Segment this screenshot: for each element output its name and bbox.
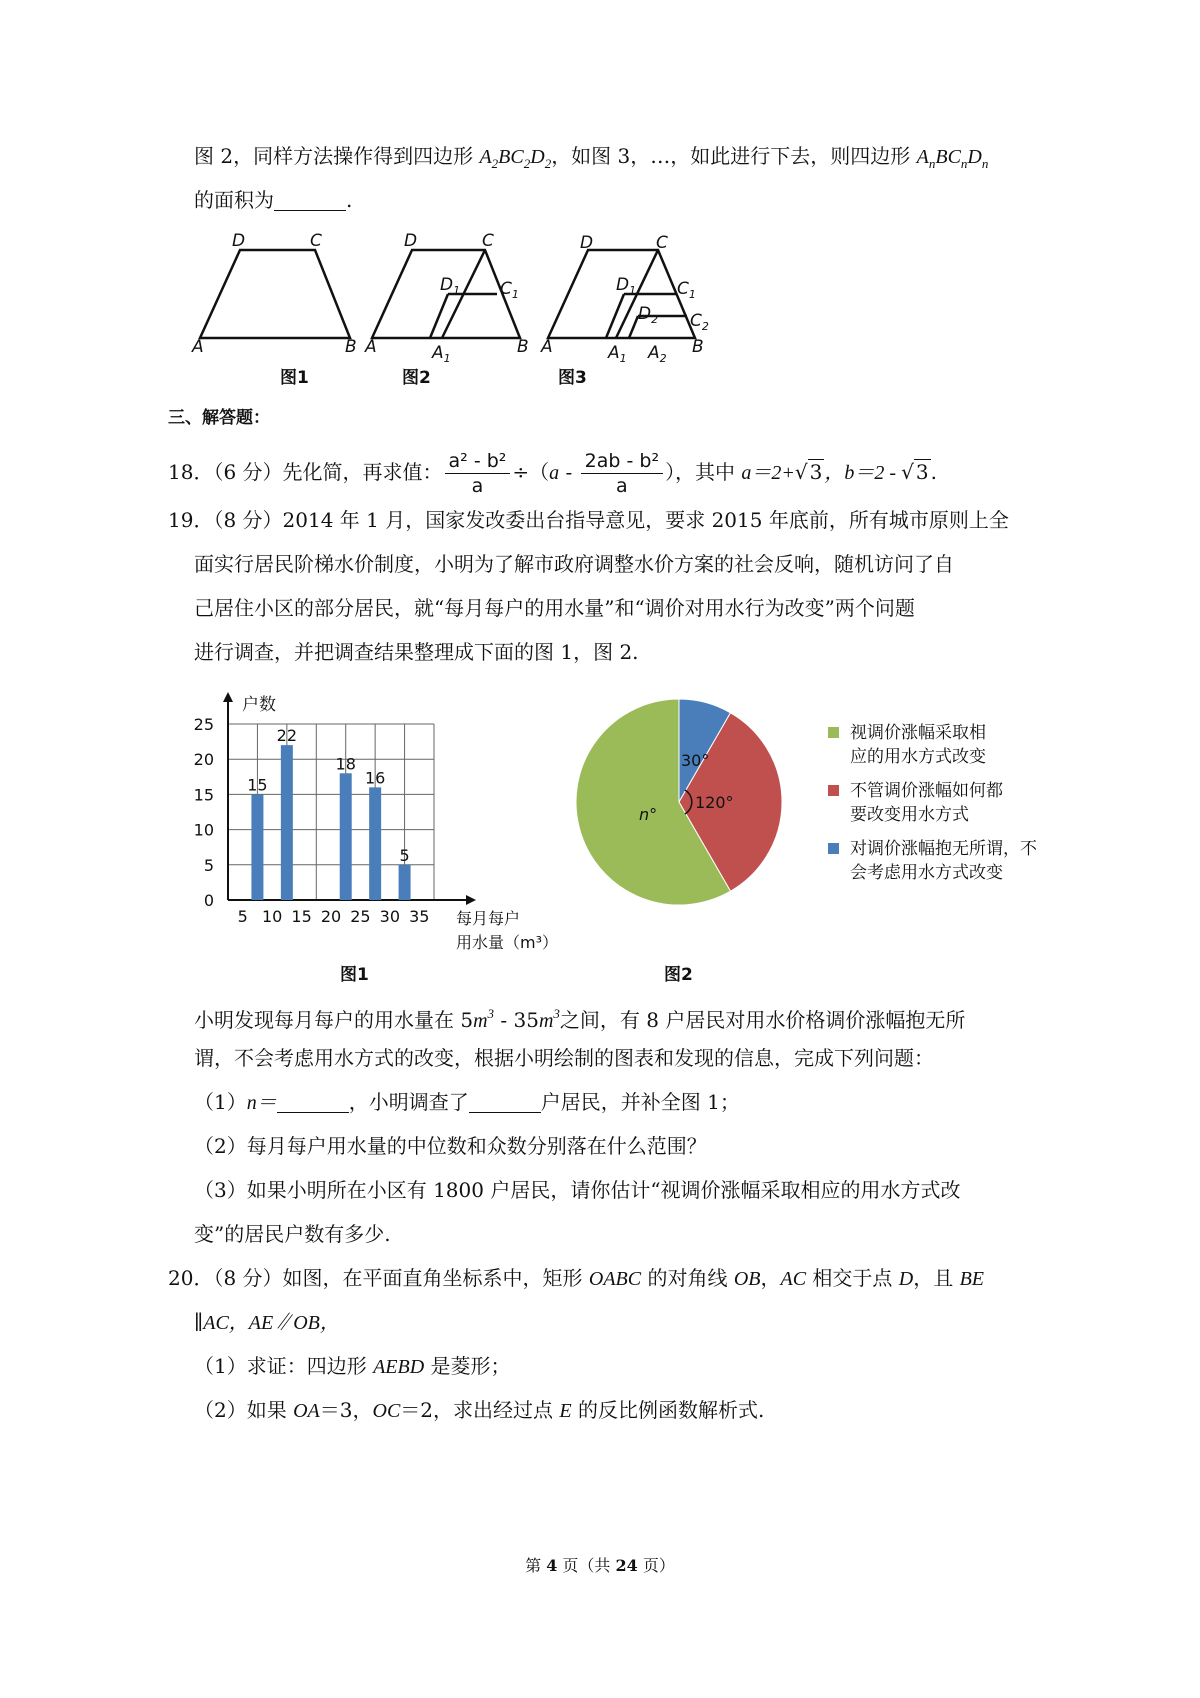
- x-tick-label: 35: [409, 907, 430, 926]
- q20-p2-b: ＝3，: [319, 1398, 373, 1422]
- q19-line4: 进行调查，并把调查结果整理成下面的图 1，图 2.: [194, 640, 639, 664]
- footer-suffix: 页）: [637, 1556, 675, 1575]
- page-footer: [0, 1553, 1200, 1576]
- q19-part1: [194, 1088, 740, 1117]
- figure-caption: 图2: [664, 965, 693, 985]
- fig2-label-D1: $D_1$: [440, 275, 461, 297]
- q20-d: D: [898, 1268, 914, 1290]
- histogram-bar: [340, 773, 352, 900]
- sqrt-radicand: 3: [915, 460, 929, 484]
- bar-value-label: 18: [335, 754, 356, 774]
- frac1-denominator: a: [471, 475, 484, 497]
- slice-label: 30°: [681, 751, 710, 770]
- q19-after-line2: 谓，不会考虑用水方式的改变，根据小明绘制的图表和发现的信息，完成下列问题：: [194, 1046, 934, 1070]
- x-tick-label: 10: [261, 907, 283, 926]
- bar-value-label: 16: [364, 768, 386, 788]
- unit-m3-a: $m^3$: [473, 1006, 495, 1032]
- histogram-bar: [251, 794, 263, 900]
- q17-text-b: ，如图 3，…，如此进行下去，则四边形: [551, 144, 917, 168]
- q20-sep: ，: [760, 1266, 781, 1290]
- q20-p2-oa: OA: [293, 1400, 320, 1422]
- q19-line3: 己居住小区的部分居民，就“每月每户的用水量”和“调价对用水行为改变”两个问题: [194, 596, 915, 620]
- q20-text-d: ，且: [913, 1266, 960, 1290]
- x-tick-label: 30: [379, 907, 401, 926]
- q19-part3-line2: 变”的居民户数有多少.: [194, 1222, 391, 1246]
- q20-p2-a: （2）如果: [194, 1398, 294, 1422]
- fig2-label-A1: $A_1$: [432, 343, 451, 365]
- frac1-numerator: a² - b²: [445, 449, 511, 474]
- answer-blank-households: [469, 1092, 541, 1113]
- fig3-label-B: B: [692, 337, 704, 357]
- histogram-bar: [399, 865, 411, 900]
- fig1-label-A: A: [192, 337, 204, 357]
- q20-p1-a: （1）求证：四边形: [194, 1354, 374, 1378]
- y-tick-label: 25: [193, 715, 214, 734]
- q17-line1: [194, 142, 988, 178]
- q18-end: .: [930, 460, 937, 484]
- bar-value-label: 15: [247, 775, 268, 795]
- unit-m3-b: $m^3$: [538, 1006, 560, 1032]
- fig2-label-B: B: [517, 337, 529, 357]
- y-tick-label: 20: [193, 750, 214, 770]
- fig3-caption: 图3: [558, 368, 587, 388]
- q20-ob: OB: [733, 1268, 761, 1290]
- y-tick-label: 5: [203, 855, 214, 875]
- fig1-label-D: D: [232, 231, 246, 251]
- y-tick-label: 10: [193, 820, 214, 840]
- legend-swatch: [828, 843, 839, 854]
- q18-prefix: 18．（6 分）先化简，再求值：: [168, 460, 443, 484]
- q20-be: BE: [959, 1268, 985, 1290]
- frac2-denominator: a: [616, 475, 628, 497]
- q20-text-c: 相交于点: [806, 1266, 899, 1290]
- section-heading: 三、解答题：: [168, 408, 270, 428]
- fig1-label-B: B: [345, 337, 357, 357]
- q19-line2: 面实行居民阶梯水价制度，小明为了解市政府调整水价方案的社会反响，随机访问了自: [194, 552, 954, 576]
- y-tick-label: 15: [193, 785, 214, 805]
- q20-p2-d: 的反比例函数解析式.: [571, 1398, 765, 1422]
- q20-p2-e: E: [559, 1400, 572, 1422]
- q20-part2: [194, 1396, 764, 1425]
- x-axis-label-line1: 每月每户: [456, 909, 521, 928]
- q18-cond-b: ，b＝2 -: [824, 462, 902, 484]
- fig3-label-C2: $C_2$: [690, 311, 709, 333]
- fig2-label-A: A: [365, 337, 377, 357]
- q20-part1: [194, 1352, 511, 1381]
- fig3-label-A2: $A_2$: [648, 343, 667, 365]
- q18-cond-a: a＝2+: [741, 462, 795, 484]
- legend-label: 要改变用水方式: [850, 805, 969, 825]
- q17-area-text: 的面积为: [194, 188, 274, 212]
- answer-blank-n: [277, 1092, 349, 1113]
- q17-text-a: 图 2，同样方法操作得到四边形: [194, 144, 480, 168]
- fig3-label-C1: $C_1$: [677, 279, 696, 301]
- sqrt-3-a: √ 3: [794, 460, 823, 484]
- bar-value-label: 22: [276, 726, 298, 746]
- sqrt-radicand: 3: [809, 460, 823, 484]
- histogram-chart: [180, 688, 580, 988]
- trapezoid-figures: [180, 228, 740, 393]
- slice-label: 120°: [695, 793, 734, 812]
- fig3-label-D2: $D_2$: [638, 304, 659, 326]
- legend-label: 不管调价涨幅如何都: [850, 781, 1003, 801]
- q19-after-line1: [194, 1000, 965, 1035]
- q19-after-text-c: 之间，有 8 户居民对用水价格调价涨幅抱无所: [559, 1008, 966, 1032]
- q20-line2-text: AC，AE∥OB，: [203, 1312, 340, 1334]
- y-tick-label: 0: [203, 891, 214, 910]
- fig2-label-C1: $C_1$: [500, 279, 519, 301]
- slice-label: n°: [639, 805, 658, 824]
- q20-line2: [194, 1308, 340, 1337]
- q19-line1: 19．（8 分）2014 年 1 月，国家发改委出台指导意见，要求 2015 年底前，所有城市原则上全: [168, 508, 1009, 532]
- q17-quad-anbcndn: $A_nBC_nD_n$: [916, 146, 989, 171]
- figure-caption: 图1: [340, 965, 369, 985]
- footer-mid: 页（共: [557, 1556, 616, 1575]
- y-axis-arrow: [223, 692, 233, 702]
- q20-p2-c: ＝2，求出经过点: [400, 1398, 560, 1422]
- page-number: 4: [546, 1556, 558, 1575]
- legend-label: 应的用水方式改变: [850, 747, 986, 767]
- x-tick-label: 15: [291, 907, 312, 926]
- y-axis-label: 户数: [242, 695, 276, 715]
- pie-chart: [560, 688, 1080, 988]
- q20-parallel: ∥: [194, 1310, 204, 1334]
- q19-after-text-b: - 35: [494, 1008, 539, 1032]
- fig1-caption: 图1: [280, 368, 309, 388]
- fig2-label-C: C: [482, 231, 494, 251]
- histogram-bar: [369, 787, 381, 900]
- legend-swatch: [828, 727, 839, 738]
- q19-p1-text: ，小明调查了: [348, 1090, 469, 1114]
- fig3-label-D: D: [580, 233, 594, 253]
- fig3-label-A1: $A_1$: [608, 343, 627, 365]
- fig3-label-C: C: [656, 233, 668, 253]
- histogram-bar: [281, 745, 293, 900]
- q17-period: .: [346, 188, 353, 212]
- fig1-label-C: C: [310, 231, 322, 251]
- q17-line2: [194, 186, 352, 214]
- q20-ac: AC: [780, 1268, 807, 1290]
- frac2-numerator: 2ab - b²: [581, 449, 663, 474]
- q18-fraction-2: [581, 449, 663, 498]
- q20-p1-quad: AEBD: [373, 1356, 425, 1378]
- q18-fraction-1: [445, 449, 511, 498]
- page-total: 24: [615, 1556, 638, 1575]
- x-tick-label: 25: [350, 907, 371, 926]
- q19-after-text-a: 小明发现每月每户的用水量在 5: [194, 1008, 474, 1032]
- x-tick-label: 20: [320, 907, 342, 926]
- legend-label: 会考虑用水方式改变: [850, 863, 1003, 883]
- q19-p1-end: 户居民，并补全图 1；: [540, 1090, 740, 1114]
- legend-label: 对调价涨幅抱无所谓，不: [850, 839, 1037, 859]
- sqrt-3-b: √ 3: [901, 460, 929, 484]
- fig3-label-D1: $D_1$: [616, 275, 637, 297]
- q20-line1: [168, 1264, 984, 1293]
- legend-swatch: [828, 785, 839, 796]
- q20-text-b: 的对角线: [641, 1266, 734, 1290]
- x-axis-arrow: [466, 895, 476, 905]
- q20-p2-oc: OC: [372, 1400, 401, 1422]
- fig3-label-A: A: [541, 337, 553, 357]
- q19-part2: （2）每月每户用水量的中位数和众数分别落在什么范围？: [194, 1134, 707, 1158]
- bar-value-label: 5: [399, 845, 410, 865]
- q18-mid: ），其中: [665, 460, 742, 484]
- x-tick-label: 5: [237, 907, 248, 926]
- answer-blank: [274, 190, 346, 211]
- footer-prefix: 第: [525, 1556, 547, 1575]
- q18-div: ÷（: [512, 460, 550, 484]
- fig2-label-D: D: [404, 231, 418, 251]
- q20-text-a: 20．（8 分）如图，在平面直角坐标系中，矩形: [168, 1266, 589, 1290]
- q19-part3-line1: （3）如果小明所在小区有 1800 户居民，请你估计“视调价涨幅采取相应的用水方式改: [194, 1178, 961, 1202]
- q20-p1-b: 是菱形；: [424, 1354, 511, 1378]
- q19-p1-n: n＝: [246, 1092, 277, 1114]
- q18-line: 18．（6 分）先化简，再求值： $\frac{\text{a² - b²}}{a}$ ÷（a - $\frac{\text{2ab - b²}}{a}$ ），其中 a＝2+√ 3 ，b＝2 - √ 3 .: [168, 450, 937, 497]
- fig2-caption: 图2: [402, 368, 431, 388]
- legend-label: 视调价涨幅采取相: [850, 723, 986, 743]
- q20-rect: OABC: [588, 1268, 642, 1290]
- q19-p1-num: （1）: [194, 1090, 247, 1114]
- x-axis-label-line2: 用水量（m³）: [456, 933, 559, 952]
- q17-quad-a2bc2d2: $A_2BC_2D_2$: [479, 146, 552, 171]
- q18-a: a: [549, 462, 560, 484]
